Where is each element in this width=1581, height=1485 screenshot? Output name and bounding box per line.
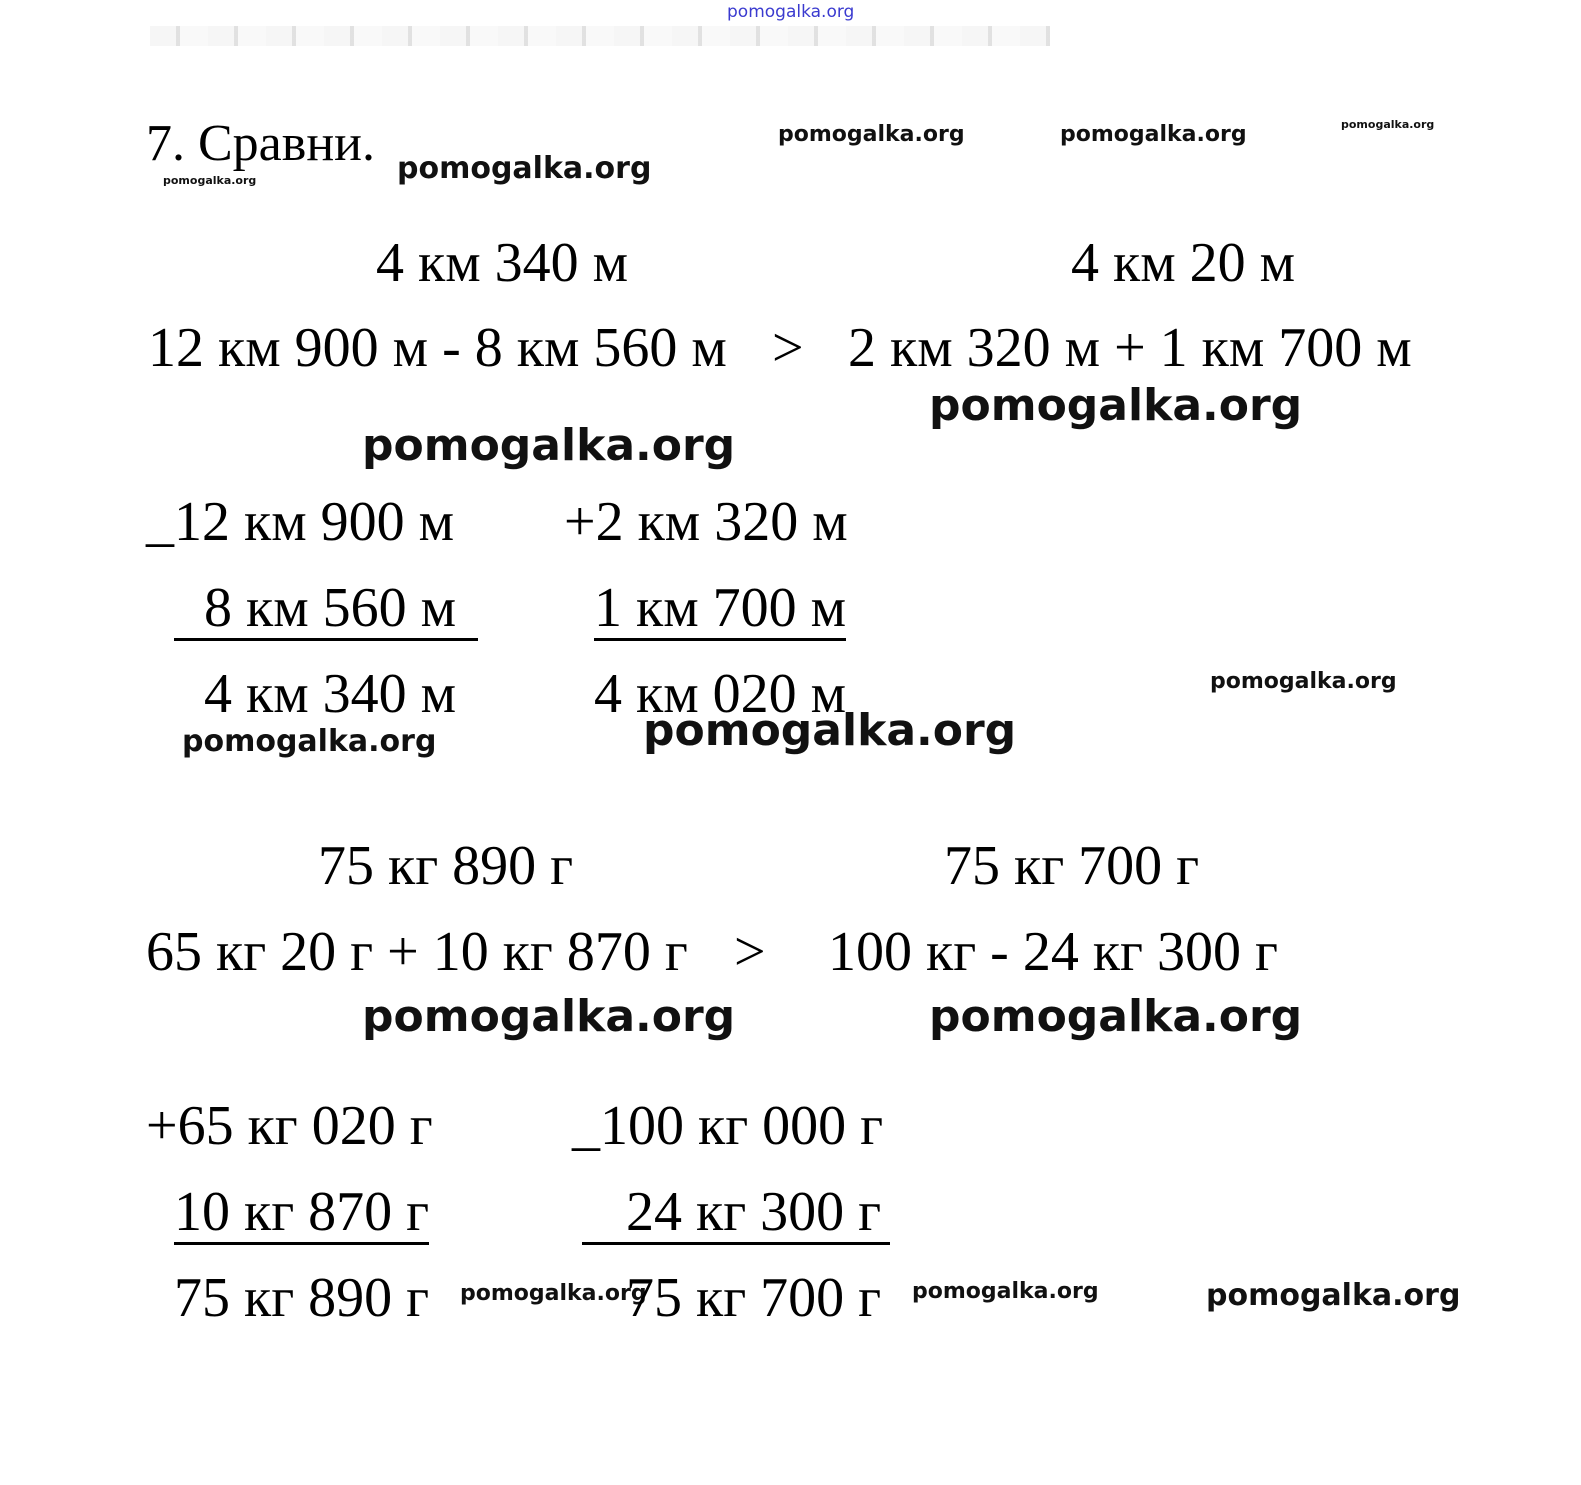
watermark: pomogalka.org [929, 380, 1303, 431]
result-right-value: 4 км 20 м [1071, 232, 1296, 294]
exercise-title: 7. Сравни. [146, 115, 375, 172]
column-addition-result: 4 км 020 м [594, 663, 847, 725]
watermark: pomogalka.org [362, 991, 736, 1042]
expression-left: 65 кг 20 г + 10 кг 870 г [146, 921, 688, 983]
expression-right: 2 км 320 м + 1 км 700 м [848, 317, 1412, 379]
column-addition-result: 75 кг 890 г [174, 1267, 430, 1329]
column-addition-line1: +65 кг 020 г [146, 1095, 433, 1157]
watermark: pomogalka.org [460, 1281, 647, 1306]
watermark: pomogalka.org [1341, 118, 1435, 131]
watermark: pomogalka.org [163, 174, 257, 187]
expression-left: 12 км 900 м - 8 км 560 м [148, 317, 727, 379]
column-subtraction-line2: 24 кг 300 г [582, 1184, 890, 1245]
watermark: pomogalka.org [1210, 669, 1397, 694]
watermark: pomogalka.org [929, 991, 1303, 1042]
result-left-value: 4 км 340 м [376, 232, 629, 294]
column-addition-line2: 10 кг 870 г [174, 1181, 430, 1243]
watermark: pomogalka.org [778, 122, 965, 147]
column-addition-line1: +2 км 320 м [564, 491, 848, 553]
watermark: pomogalka.org [643, 705, 1017, 756]
watermark: pomogalka.org [912, 1279, 1099, 1304]
expression-right: 100 кг - 24 кг 300 г [828, 921, 1278, 983]
watermark: pomogalka.org [182, 724, 437, 759]
scan-artifact-strip [150, 26, 1050, 46]
comparison-sign: > [734, 921, 766, 983]
column-addition-line2: 1 км 700 м [594, 577, 847, 639]
column-subtraction-result: 75 кг 700 г [626, 1267, 882, 1329]
watermark: pomogalka.org [1206, 1278, 1461, 1313]
comparison-sign: > [772, 317, 804, 379]
column-subtraction-result: 4 км 340 м [204, 663, 457, 725]
watermark: pomogalka.org [727, 2, 855, 22]
result-left-value: 75 кг 890 г [318, 835, 574, 897]
watermark: pomogalka.org [397, 151, 652, 186]
result-right-value: 75 кг 700 г [944, 835, 1200, 897]
column-subtraction-line2: 8 км 560 м [174, 580, 478, 641]
watermark: pomogalka.org [1060, 122, 1247, 147]
column-subtraction-line1: _100 кг 000 г [572, 1095, 884, 1157]
watermark: pomogalka.org [362, 420, 736, 471]
column-subtraction-line1: _12 км 900 м [146, 491, 455, 553]
